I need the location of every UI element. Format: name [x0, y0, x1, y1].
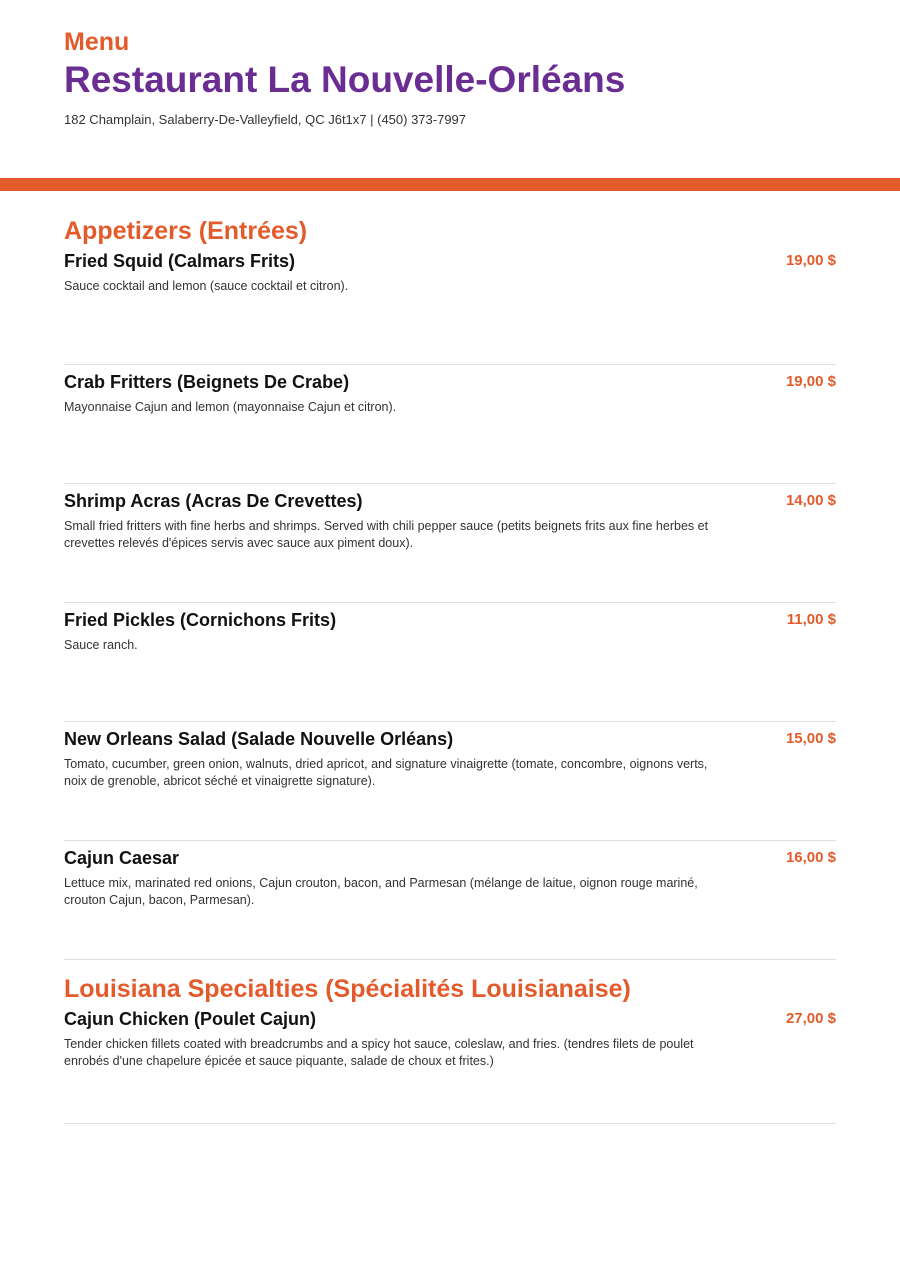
section-title: Louisiana Specialties (Spécialités Louisianaise) [64, 975, 631, 1003]
menu-content [64, 216, 836, 1124]
menu-item [64, 246, 836, 364]
menu-header [64, 28, 836, 129]
item-price: 19,00 $ [785, 252, 836, 269]
item-description: Tomato, cucumber, green onion, walnuts, dried apricot, and signature vinaigrette (tomate, concombre, oignons verts, noix de grenoble, abricot séché et vinaigrette signature). [64, 757, 708, 788]
section-appetizers [64, 216, 836, 959]
item-price: 14,00 $ [785, 492, 836, 509]
item-description: Sauce ranch. [64, 638, 138, 652]
menu-item [64, 602, 836, 721]
item-description: Tender chicken fillets coated with breadcrumbs and a spicy hot sauce, coleslaw, and fries. (tendres filets de poulet enrobés d'une chapelure épicée et sauce piquante, salade de choux et frites.) [64, 1037, 694, 1068]
item-name: Fried Pickles (Cornichons Frits) [64, 610, 337, 630]
menu-label: Menu [64, 28, 130, 56]
item-price: 27,00 $ [785, 1010, 836, 1027]
section-end-divider [64, 1123, 836, 1124]
menu-item [64, 1004, 836, 1123]
item-description: Lettuce mix, marinated red onions, Cajun crouton, bacon, and Parmesan (mélange de laitue, oignon rouge mariné, crouton Cajun, bacon, Parmesan). [64, 876, 698, 907]
item-name: Crab Fritters (Beignets De Crabe) [64, 372, 350, 392]
item-name: Cajun Chicken (Poulet Cajun) [64, 1009, 317, 1029]
accent-divider-bar [0, 178, 900, 191]
item-description: Mayonnaise Cajun and lemon (mayonnaise Cajun et citron). [64, 400, 397, 414]
section-title: Appetizers (Entrées) [64, 217, 308, 245]
menu-item [64, 364, 836, 483]
item-price: 16,00 $ [785, 849, 836, 866]
restaurant-name: Restaurant La Nouvelle-Orléans [64, 59, 626, 100]
menu-item [64, 840, 836, 959]
menu-item [64, 483, 836, 602]
item-description: Sauce cocktail and lemon (sauce cocktail et citron). [64, 279, 349, 293]
item-name: Cajun Caesar [64, 848, 180, 868]
item-name: New Orleans Salad (Salade Nouvelle Orléans) [64, 729, 454, 749]
section-louisiana-specialties [64, 959, 836, 1124]
item-name: Shrimp Acras (Acras De Crevettes) [64, 491, 363, 511]
item-name: Fried Squid (Calmars Frits) [64, 251, 296, 271]
restaurant-address: 182 Champlain, Salaberry-De-Valleyfield, QC J6t1x7 | (450) 373-7997 [64, 112, 467, 127]
menu-item [64, 721, 836, 840]
item-description: Small fried fritters with fine herbs and shrimps. Served with chili pepper sauce (petits beignets frits aux fine herbes et crevettes relevés d'épices servis avec sauce aux piment doux). [64, 519, 709, 550]
item-price: 11,00 $ [786, 611, 836, 628]
item-price: 19,00 $ [785, 373, 836, 390]
item-price: 15,00 $ [785, 730, 836, 747]
